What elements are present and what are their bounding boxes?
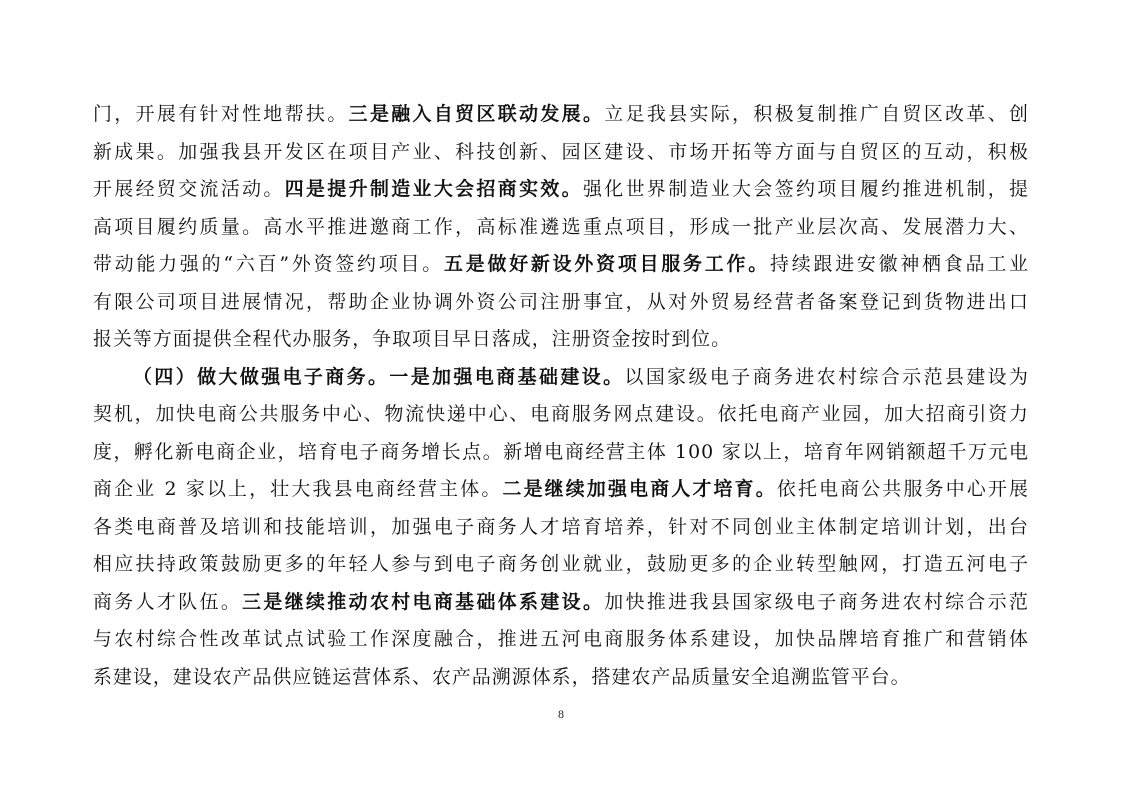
- text-run: 各类电商普及培训和技能培训，加强电子商务人才培育培养，针对不同创业主体制定培训计划，出台: [93, 515, 1029, 538]
- section-heading-line: [93, 359, 1029, 397]
- text-run: 系建设，建设农产品供应链运营体系、农产品溯源体系，搭建农产品质量安全追溯监管平台。: [93, 665, 911, 688]
- document-body: [93, 96, 1029, 696]
- text-run: 商务人才队伍。: [93, 590, 243, 613]
- text-line: [93, 96, 1029, 134]
- text-run: 商企业 2 家以上，壮大我县电商经营主体。: [93, 478, 503, 500]
- page-number: 8: [558, 707, 564, 721]
- text-run: 加快推进我县国家级电子商务进农村综合示范: [604, 590, 1029, 613]
- text-line: [93, 546, 1029, 584]
- text-line: [93, 209, 1029, 247]
- bold-heading-run: 三是继续推动农村电商基础体系建设。: [242, 590, 605, 613]
- text-line: [93, 659, 1029, 697]
- bold-heading-run: 四是提升制造业大会招商实效。: [284, 178, 583, 200]
- text-run: 与农村综合性改革试点试验工作深度融合，推进五河电商服务体系建设，加快品牌培育推广和营销体: [93, 628, 1029, 650]
- text-run: 契机，加快电商公共服务中心、物流快递中心、电商服务网点建设。依托电商产业园，加大招商引资力: [93, 403, 1029, 425]
- text-line: [93, 471, 1029, 509]
- text-line: [93, 321, 1029, 359]
- text-run: 带动能力强的“六百”外资签约项目。: [93, 253, 444, 275]
- text-run: 高项目履约质量。高水平推进邀商工作，高标准遴选重点项目，形成一批产业层次高、发展潜力大、: [93, 215, 1029, 238]
- text-run: 新成果。加强我县开发区在项目产业、科技创新、园区建设、市场开拓等方面与自贸区的互动，积极: [93, 140, 1029, 163]
- text-run: 立足我县实际，积极复制推广自贸区改革、创: [604, 103, 1029, 125]
- section-heading: （四）做大做强电子商务。: [133, 365, 390, 388]
- text-run: 以国家级电子商务进农村综合示范县建设为: [624, 365, 1029, 388]
- bold-heading-run: 二是继续加强电商人才培育。: [502, 478, 777, 500]
- text-line: [93, 396, 1029, 434]
- text-line: [93, 246, 1029, 284]
- bold-heading-run: 三是融入自贸区联动发展。: [348, 103, 605, 125]
- bold-heading-run: 五是做好新设外资项目服务工作。: [444, 253, 770, 275]
- text-run: 度，孵化新电商企业，培育电子商务增长点。新增电商经营主体 100 家以上，培育年网销额超千万元电: [93, 440, 1029, 463]
- bold-heading-run: 一是加强电商基础建设。: [389, 365, 625, 388]
- text-line: [93, 171, 1029, 209]
- text-line: [93, 621, 1029, 659]
- text-line: [93, 584, 1029, 622]
- text-run: 开展经贸交流活动。: [93, 178, 285, 200]
- text-run: 有限公司项目进展情况，帮助企业协调外资公司注册事宜，从对外贸易经营者备案登记到货物进出口: [93, 290, 1029, 313]
- text-run: 持续跟进安徽神栖食品工业: [770, 253, 1030, 275]
- text-line: [93, 509, 1029, 547]
- text-run: 门，开展有针对性地帮扶。: [93, 103, 349, 125]
- text-run: 相应扶持政策鼓励更多的年轻人参与到电子商务创业就业，鼓励更多的企业转型触网，打造五河电子: [93, 553, 1029, 575]
- text-line: [93, 284, 1029, 322]
- text-run: 强化世界制造业大会签约项目履约推进机制，提: [582, 178, 1029, 200]
- text-line: [93, 134, 1029, 172]
- text-line: [93, 434, 1029, 472]
- text-run: 依托电商公共服务中心开展: [776, 478, 1030, 500]
- text-run: 报关等方面提供全程代办服务，争取项目早日落成，注册资金按时到位。: [93, 328, 732, 350]
